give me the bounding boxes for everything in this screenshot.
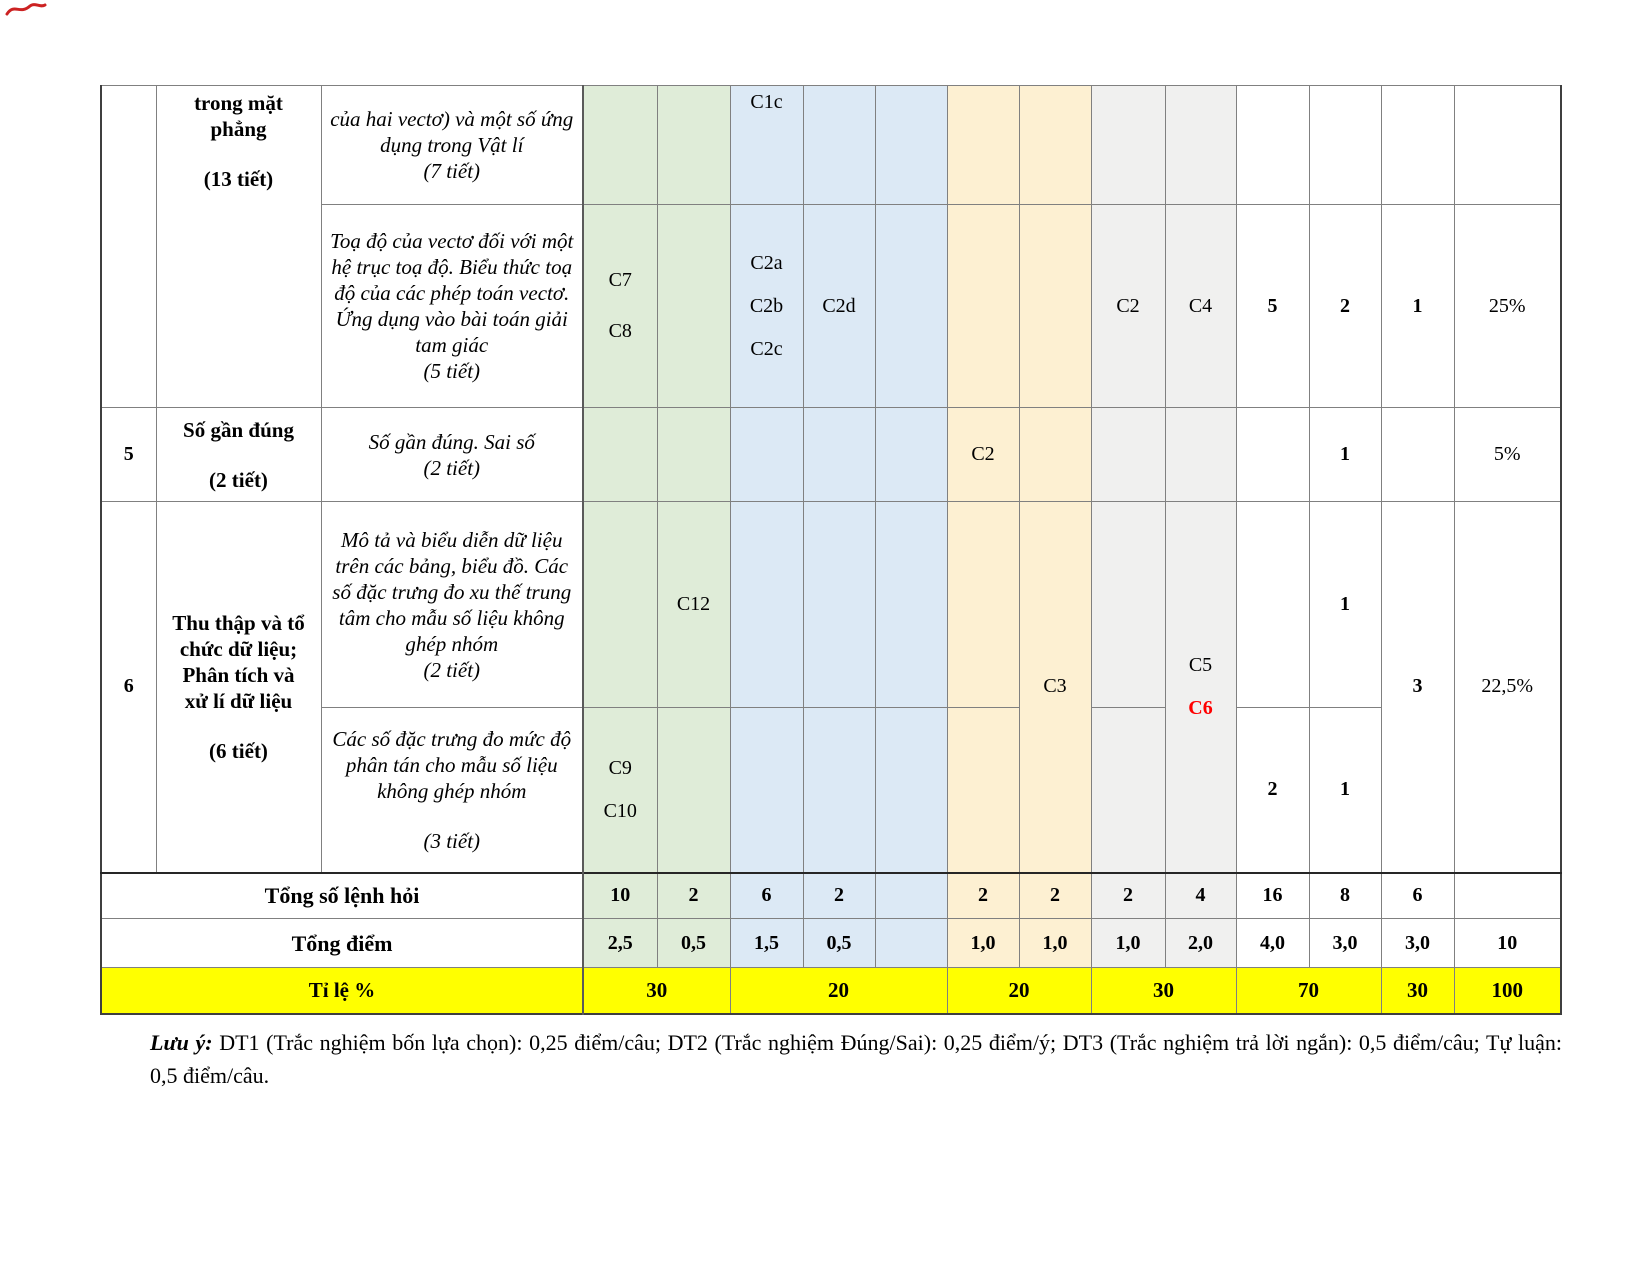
cell-r5-c5: [657, 408, 730, 502]
total-value: 4: [1195, 884, 1206, 907]
cell-r6-c10: [1019, 502, 1091, 873]
cell-r6a-c9: [947, 502, 1019, 708]
cell-r5-c4: [583, 408, 657, 502]
cell-r4a-c15: [1381, 86, 1454, 205]
cell-r6a-c11: [1091, 502, 1165, 708]
total-questions-v6: [947, 873, 1019, 919]
content-5-hours: (2 tiết): [423, 455, 481, 480]
total-value: 2: [978, 884, 988, 907]
question-label: C2d: [822, 294, 856, 317]
total-pct-v2: [730, 968, 947, 1014]
cell-r4b-c14: [1309, 205, 1381, 408]
cell-r6b-c14: [1309, 708, 1381, 873]
count-value: 5: [1267, 294, 1278, 317]
total-value: 30: [1407, 977, 1428, 1002]
cell-r4b-c13: [1236, 205, 1309, 408]
total-questions-v12: [1381, 873, 1454, 919]
total-pct-v5: [1236, 968, 1381, 1014]
cell-r6b-c9: [947, 708, 1019, 873]
question-label: C12: [676, 593, 711, 615]
row-total-points: [101, 919, 1561, 968]
total-questions-v13: [1454, 873, 1561, 919]
cell-r5-index: [101, 408, 156, 502]
question-label-group: [1171, 653, 1231, 721]
content-6a-hours: (2 tiết): [423, 657, 481, 682]
total-value: 30: [646, 977, 668, 1002]
cell-r4a-content: [321, 86, 583, 205]
red-pen-mark: [4, 0, 48, 20]
total-questions-label: [101, 873, 583, 919]
total-value: 70: [1298, 977, 1319, 1002]
cell-r4a-c9: [947, 86, 1019, 205]
content-4b-hours: (5 tiết): [423, 359, 481, 383]
content-6b-text: Các số đặc trưng đo mức độ phân tán cho mẫu số liệu không ghép nhóm: [332, 726, 572, 803]
cell-r4b-pct: [1454, 205, 1561, 408]
content-4a-text: của hai vectơ) và một số ứng dụng trong Vật lí: [330, 107, 574, 157]
count-value: 2: [1267, 778, 1278, 801]
total-pct-label: [101, 968, 583, 1014]
cell-r4a-c12: [1165, 86, 1236, 205]
total-value: 8: [1340, 884, 1350, 907]
total-value: 1,0: [1042, 931, 1068, 954]
cell-r6b-c13: [1236, 708, 1309, 873]
row-total-questions: [101, 873, 1561, 919]
total-points-v4: [803, 919, 875, 968]
question-label-highlighted: C6: [1188, 696, 1213, 719]
cell-r5-c10: [1019, 408, 1091, 502]
count-value: 2: [1340, 294, 1350, 317]
cell-r6-topic: [156, 502, 321, 873]
cell-r4a-c4: [583, 86, 657, 205]
cell-r4-topic: [156, 86, 321, 408]
footnote-label: Lưu ý:: [150, 1030, 213, 1055]
cell-r6b-c4: [583, 708, 657, 873]
total-value: 10: [610, 884, 631, 907]
total-points-v10: [1236, 919, 1309, 968]
total-points-v5: [875, 919, 947, 968]
total-value: 0,5: [681, 931, 706, 954]
total-value: 0,5: [826, 931, 852, 954]
total-pct-v4: [1091, 968, 1236, 1014]
count-value: 1: [1340, 778, 1350, 801]
cell-r5-pct: [1454, 408, 1561, 502]
cell-r6a-c4: [583, 502, 657, 708]
total-value: 16: [1262, 884, 1283, 907]
topic-4-text: trong mặt phẳng: [194, 91, 283, 141]
content-6b-hours: (3 tiết): [423, 828, 481, 853]
cell-r4a-c6: [730, 86, 803, 205]
percent-value: 5%: [1493, 443, 1521, 465]
cell-r4b-c15: [1381, 205, 1454, 408]
cell-r6b-c11: [1091, 708, 1165, 873]
content-4a-hours: (7 tiết): [423, 159, 481, 183]
cell-r4b-content: [321, 205, 583, 408]
row-6a: [101, 502, 1561, 708]
total-value: 2: [834, 884, 844, 907]
cell-r5-c15: [1381, 408, 1454, 502]
cell-r5-c6: [730, 408, 803, 502]
total-points-v3: [730, 919, 803, 968]
question-label: C2: [971, 443, 995, 465]
total-value: 100: [1491, 977, 1523, 1002]
percent-value: 22,5%: [1481, 675, 1534, 698]
cell-r6b-c6: [730, 708, 803, 873]
total-value: 20: [828, 977, 849, 1002]
question-label: C7: [608, 269, 632, 291]
topic-6-text: Thu thập và tổ chức dữ liệu; Phân tích và xử lí dữ liệu: [172, 610, 305, 713]
question-label-group: [589, 268, 652, 344]
total-value: 1,0: [1115, 931, 1141, 954]
cell-r4b-c12: [1165, 205, 1236, 408]
cell-r6-pct: [1454, 502, 1561, 873]
total-points-v12: [1381, 919, 1454, 968]
question-label: C2: [1116, 294, 1140, 317]
cell-r5-c9: [947, 408, 1019, 502]
cell-r6-c15: [1381, 502, 1454, 873]
content-5-text: Số gần đúng. Sai số: [368, 429, 535, 454]
total-points-v1: [583, 919, 657, 968]
cell-r4b-c11: [1091, 205, 1165, 408]
cell-r4b-c5: [657, 205, 730, 408]
question-label: C8: [608, 320, 632, 342]
total-value: 2: [688, 884, 699, 907]
cell-r4a-c16: [1454, 86, 1561, 205]
total-value: 6: [1412, 884, 1423, 907]
question-label: C2c: [750, 337, 783, 360]
question-label: C1c: [750, 91, 783, 113]
cell-r6a-c6: [730, 502, 803, 708]
topic-6-hours: (6 tiết): [209, 738, 268, 763]
cell-r4a-c7: [803, 86, 875, 205]
cell-r5-topic: [156, 408, 321, 502]
total-pct-v7: [1454, 968, 1561, 1014]
cell-r4b-c9: [947, 205, 1019, 408]
row-5: [101, 408, 1561, 502]
total-value: 3,0: [1332, 931, 1358, 954]
cell-r4b-c4: [583, 205, 657, 408]
cell-r4a-c5: [657, 86, 730, 205]
total-points-v8: [1091, 919, 1165, 968]
question-label: C2b: [749, 294, 784, 317]
total-value: 2: [1123, 884, 1133, 907]
total-points-label: [101, 919, 583, 968]
total-value: 1,0: [970, 931, 996, 954]
row-number: 6: [123, 675, 134, 698]
total-pct-v3: [947, 968, 1091, 1014]
total-value: 30: [1153, 977, 1174, 1002]
footnote: [150, 1026, 1562, 1092]
count-value: 1: [1412, 294, 1423, 317]
test-matrix-table: [100, 85, 1562, 1015]
topic-5-text: Số gần đúng: [183, 417, 294, 442]
cell-r4a-c11: [1091, 86, 1165, 205]
cell-r4a-c8: [875, 86, 947, 205]
question-label: C4: [1188, 294, 1213, 317]
row-4a: [101, 86, 1561, 205]
cell-r4b-c7: [803, 205, 875, 408]
total-points-v2: [657, 919, 730, 968]
question-label-group: [736, 251, 798, 362]
total-questions-v10: [1236, 873, 1309, 919]
total-pct-v1: [583, 968, 730, 1014]
total-questions-v1: [583, 873, 657, 919]
cell-r6a-content: [321, 502, 583, 708]
cell-r5-c13: [1236, 408, 1309, 502]
total-value: 3,0: [1405, 931, 1430, 954]
content-4b-text: Toạ độ của vectơ đối với một hệ trục toạ độ. Biểu thức toạ độ của các phép toán vectơ. Ứng dụng vào bài toán giải tam giác: [330, 229, 574, 357]
total-pct-label-text: Tỉ lệ %: [308, 977, 376, 1002]
total-questions-v5: [875, 873, 947, 919]
question-label: C2a: [750, 251, 783, 274]
total-questions-v11: [1309, 873, 1381, 919]
cell-r4a-c14: [1309, 86, 1381, 205]
cell-r6b-c8: [875, 708, 947, 873]
row-total-percentage: [101, 968, 1561, 1014]
total-points-v7: [1019, 919, 1091, 968]
total-value: 6: [761, 884, 772, 907]
cell-r6-index: [101, 502, 156, 873]
total-points-v11: [1309, 919, 1381, 968]
cell-r4b-c6: [730, 205, 803, 408]
cell-r6a-c5: [657, 502, 730, 708]
count-value: 1: [1340, 593, 1350, 615]
total-questions-v8: [1091, 873, 1165, 919]
cell-r4b-c8: [875, 205, 947, 408]
topic-5-hours: (2 tiết): [209, 467, 268, 492]
question-label: C3: [1043, 675, 1067, 698]
total-pct-v6: [1381, 968, 1454, 1014]
total-points-label-text: Tổng điểm: [291, 930, 393, 956]
question-label-group: [589, 756, 652, 824]
cell-r5-c14: [1309, 408, 1381, 502]
total-questions-label-text: Tổng số lệnh hỏi: [264, 883, 420, 909]
cell-r6a-c8: [875, 502, 947, 708]
content-6a-text: Mô tả và biểu diễn dữ liệu trên các bảng, biểu đồ. Các số đặc trưng đo xu thế trung tâm cho mẫu số liệu không ghép nhóm: [332, 527, 572, 656]
question-label: C10: [603, 799, 637, 822]
cell-r5-c7: [803, 408, 875, 502]
total-questions-v9: [1165, 873, 1236, 919]
cell-r6-c12: [1165, 502, 1236, 873]
total-questions-v7: [1019, 873, 1091, 919]
cell-r5-content: [321, 408, 583, 502]
count-value: 1: [1340, 443, 1350, 465]
cell-r4b-c10: [1019, 205, 1091, 408]
cell-r6b-c7: [803, 708, 875, 873]
cell-r6b-content: [321, 708, 583, 873]
topic-4-hours: (13 tiết): [203, 167, 274, 191]
question-label: C5: [1188, 653, 1213, 676]
cell-r6b-c5: [657, 708, 730, 873]
cell-r6a-c13: [1236, 502, 1309, 708]
cell-r4a-c10: [1019, 86, 1091, 205]
cell-r6a-c14: [1309, 502, 1381, 708]
total-questions-v3: [730, 873, 803, 919]
row-number: 5: [123, 443, 134, 465]
percent-value: 25%: [1488, 294, 1526, 317]
total-points-v6: [947, 919, 1019, 968]
cell-r4-index: [101, 86, 156, 408]
total-points-v13: [1454, 919, 1561, 968]
count-value: 3: [1412, 675, 1423, 698]
total-value: 20: [1008, 977, 1030, 1002]
total-value: 4,0: [1260, 931, 1285, 954]
total-value: 2,5: [607, 931, 633, 954]
total-points-v9: [1165, 919, 1236, 968]
cell-r4a-c13: [1236, 86, 1309, 205]
cell-r5-c11: [1091, 408, 1165, 502]
total-value: 2,0: [1188, 931, 1213, 954]
cell-r6a-c7: [803, 502, 875, 708]
cell-r5-c12: [1165, 408, 1236, 502]
cell-r5-c8: [875, 408, 947, 502]
question-label: C9: [608, 756, 632, 779]
total-value: 10: [1497, 931, 1518, 954]
total-questions-v4: [803, 873, 875, 919]
footnote-text: DT1 (Trắc nghiệm bốn lựa chọn): 0,25 điểm/câu; DT2 (Trắc nghiệm Đúng/Sai): 0,25 điểm/ý; DT3 (Trắc nghiệm trả lời ngắn): 0,5 điểm/câu; Tự luận: 0,5 điểm/câu.: [150, 1030, 1562, 1088]
total-value: 2: [1050, 884, 1060, 907]
total-questions-v2: [657, 873, 730, 919]
total-value: 1,5: [754, 931, 779, 954]
